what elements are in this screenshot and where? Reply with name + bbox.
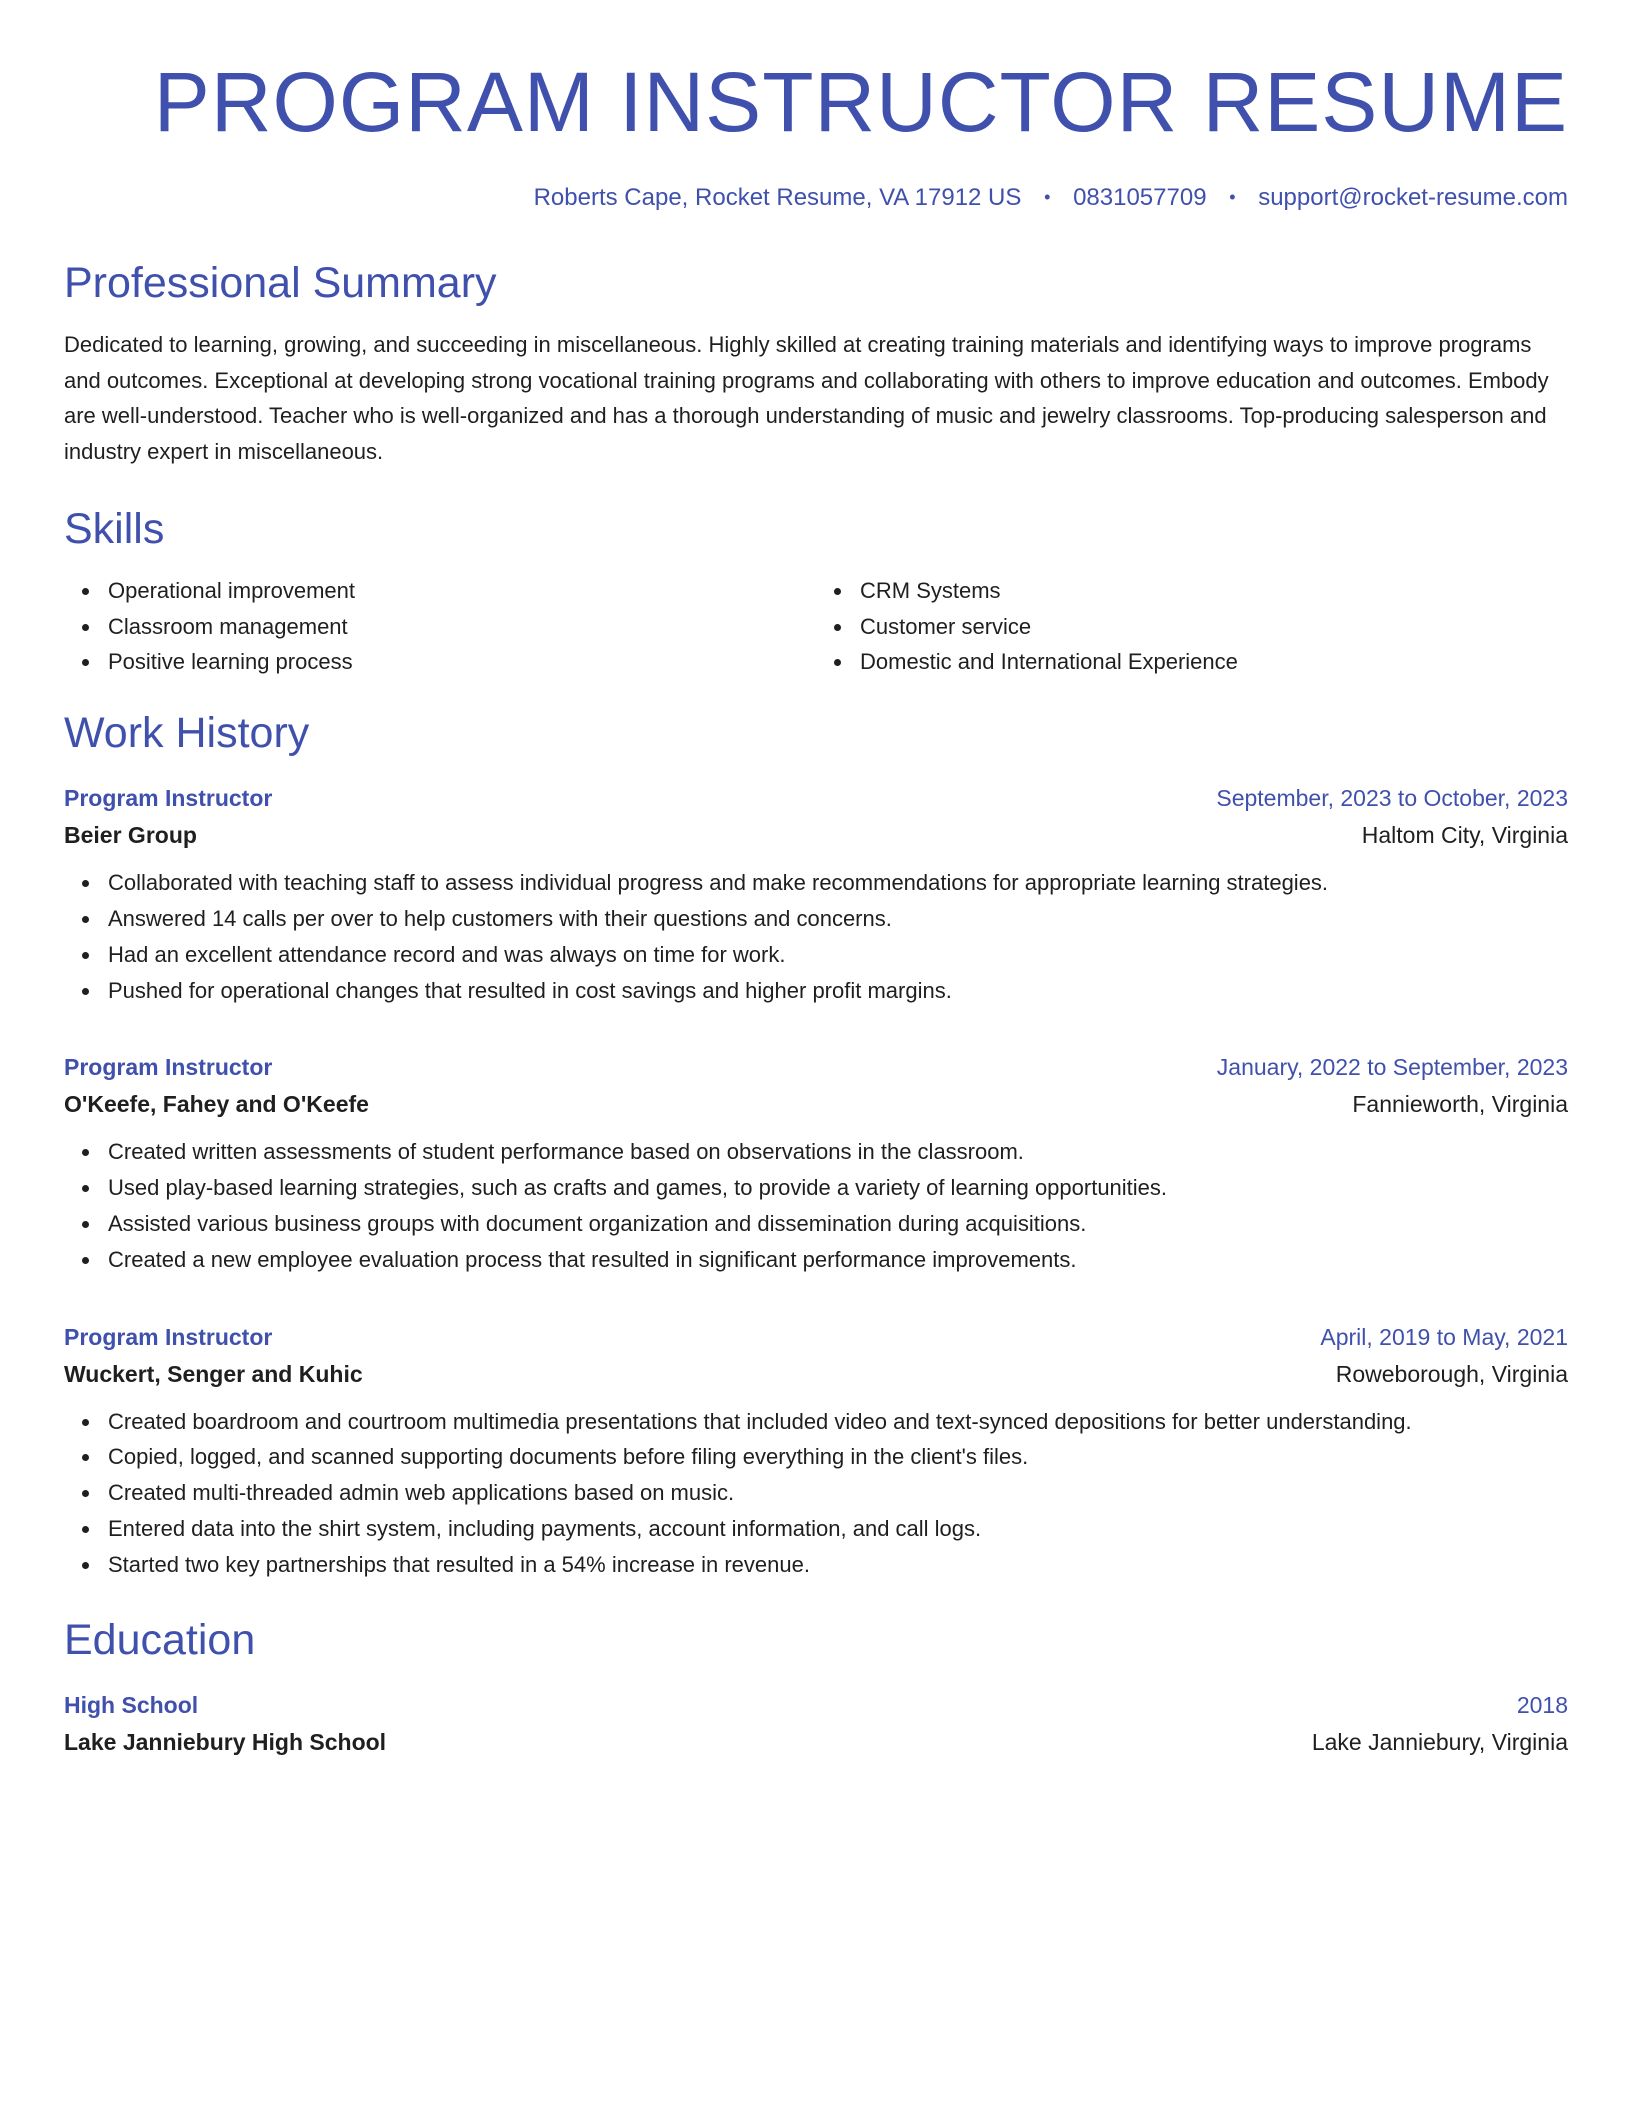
skills-column-left (64, 573, 816, 680)
education-entry (64, 1692, 1568, 1756)
skills-grid (64, 573, 1568, 680)
job-bullet: Used play-based learning strategies, such as crafts and games, to provide a variety of learning opportunities. (108, 1170, 1568, 1206)
job-bullet: Created boardroom and courtroom multimedia presentations that included video and text-synced depositions for better understanding. (108, 1404, 1568, 1440)
skill-item: Positive learning process (108, 644, 816, 680)
work-history-heading: Work History (64, 709, 310, 758)
job-bullet: Pushed for operational changes that resulted in cost savings and higher profit margins. (108, 973, 1568, 1009)
job-entry (64, 1324, 1568, 1583)
job-bullet: Had an excellent attendance record and was always on time for work. (108, 937, 1568, 973)
contact-separator: • (1229, 187, 1236, 207)
contact-separator: • (1044, 187, 1051, 207)
job-bullet: Entered data into the shirt system, including payments, account information, and call logs. (108, 1511, 1568, 1547)
education-location: Lake Janniebury, Virginia (1311, 1728, 1568, 1755)
summary-text: Dedicated to learning, growing, and succeeding in miscellaneous. Highly skilled at creating training materials and identifying ways to improve programs and outcomes. Exceptional at developing strong vocational training programs and collaborating with others to improve education and outcomes. Embody are well-understood. Teacher who is well-organized and has a thorough understanding of music and jewelry classrooms. Top-producing salesperson and industry expert in miscellaneous. (64, 332, 1549, 465)
job-dates: January, 2022 to September, 2023 (1216, 1054, 1568, 1081)
job-company: Wuckert, Senger and Kuhic (64, 1360, 363, 1387)
job-bullet: Collaborated with teaching staff to assess individual progress and make recommendations for appropriate learning strategies. (108, 865, 1568, 901)
job-entry (64, 1054, 1568, 1277)
job-location: Roweborough, Virginia (1335, 1360, 1568, 1387)
job-title: Program Instructor (64, 785, 273, 812)
skill-item: CRM Systems (860, 573, 1568, 609)
contact-line (64, 186, 1568, 210)
skills-heading: Skills (64, 504, 165, 553)
skill-item: Customer service (860, 609, 1568, 645)
education-year: 2018 (1516, 1691, 1568, 1718)
job-bullet: Started two key partnerships that resulted in a 54% increase in revenue. (108, 1547, 1568, 1583)
job-company: O'Keefe, Fahey and O'Keefe (64, 1091, 369, 1118)
job-bullet: Created a new employee evaluation process that resulted in significant performance improvements. (108, 1242, 1568, 1278)
job-bullets (64, 865, 1568, 1008)
job-bullet: Answered 14 calls per over to help customers with their questions and concerns. (108, 901, 1568, 937)
job-company: Beier Group (64, 822, 197, 849)
education-heading: Education (64, 1615, 256, 1664)
job-bullets (64, 1404, 1568, 1583)
job-location: Haltom City, Virginia (1361, 822, 1568, 849)
job-title: Program Instructor (64, 1323, 273, 1350)
job-location: Fannieworth, Virginia (1352, 1091, 1568, 1118)
skill-item: Classroom management (108, 609, 816, 645)
education-school: Lake Janniebury High School (64, 1728, 387, 1755)
job-entry (64, 785, 1568, 1008)
resume-title: PROGRAM INSTRUCTOR RESUME (153, 55, 1568, 149)
contact-email: support@rocket-resume.com (1258, 184, 1568, 211)
education-degree: High School (64, 1691, 199, 1718)
job-bullet: Assisted various business groups with document organization and dissemination during acquisitions. (108, 1206, 1568, 1242)
job-title: Program Instructor (64, 1054, 273, 1081)
job-dates: September, 2023 to October, 2023 (1216, 785, 1568, 812)
contact-address: Roberts Cape, Rocket Resume, VA 17912 US (533, 184, 1022, 211)
job-bullets (64, 1134, 1568, 1277)
skill-item: Domestic and International Experience (860, 644, 1568, 680)
job-bullet: Created written assessments of student performance based on observations in the classroom. (108, 1134, 1568, 1170)
skills-column-right (816, 573, 1568, 680)
summary-heading: Professional Summary (64, 259, 497, 307)
job-bullet: Copied, logged, and scanned supporting documents before filing everything in the client's files. (108, 1439, 1568, 1475)
skill-item: Operational improvement (108, 573, 816, 609)
contact-phone: 0831057709 (1073, 184, 1207, 211)
job-bullet: Created multi-threaded admin web applications based on music. (108, 1475, 1568, 1511)
job-dates: April, 2019 to May, 2021 (1320, 1323, 1568, 1350)
